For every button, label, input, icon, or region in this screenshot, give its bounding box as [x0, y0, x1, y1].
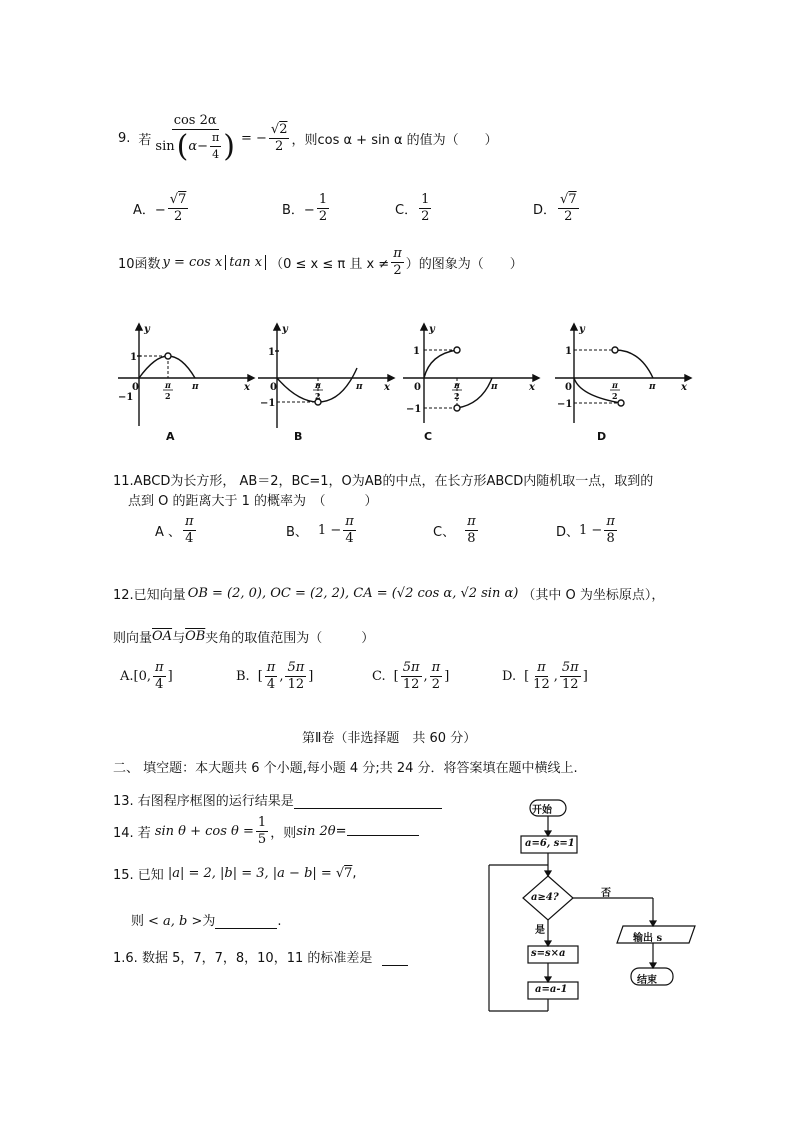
q14-eq: = — [335, 824, 347, 839]
option-n2: 5π — [561, 660, 579, 675]
option-label: A．− — [133, 203, 166, 218]
option-label: A 、 — [155, 525, 182, 540]
q12-option-d — [502, 660, 588, 693]
option-den: 8 — [606, 531, 615, 546]
section2-heading: 二、 填空题：本大题共 6 个小题,每小题 4 分;共 24 分．将答案填在题中横线上. — [113, 761, 578, 776]
q13-answer-blank — [294, 794, 442, 809]
graph-b — [258, 324, 394, 428]
q9-suffix: ，则cos α + sin α 的值为（ ） — [291, 132, 498, 148]
option-close: ] — [444, 669, 450, 684]
q9-frac-num: cos 2α — [173, 113, 217, 128]
svg-text:1: 1 — [565, 346, 572, 357]
q9-eq: = − — [240, 130, 267, 146]
q12-formula: OB = (2, 0), OC = (2, 2), CA = (√2 cos α, √2 sin α) — [187, 586, 519, 601]
svg-text:x: x — [244, 382, 250, 393]
option-den: 2 — [318, 209, 328, 224]
fc-cond-text: a≥4? — [531, 892, 559, 903]
svg-text:2: 2 — [454, 391, 460, 401]
svg-text:2: 2 — [165, 391, 171, 401]
svg-text:π: π — [356, 382, 363, 392]
svg-text:x: x — [529, 382, 535, 393]
option-den: 2 — [421, 209, 430, 224]
q14-num: 1 — [257, 815, 267, 830]
fc-end-text: 结束 — [637, 975, 657, 986]
q16-answer-blank — [382, 951, 408, 966]
svg-text:π: π — [454, 380, 460, 390]
fc-no-text: 否 — [601, 888, 611, 899]
option-d1: 4 — [266, 677, 276, 692]
option-num: π — [185, 514, 194, 529]
q14-then: ，则 — [270, 826, 297, 841]
option-d2: 2 — [431, 677, 441, 692]
q12-line2 — [113, 627, 374, 646]
q12-option-b — [236, 660, 313, 693]
q15: 15. 已知 |a| = 2, |b| = 3, |a − b| = √7 , — [113, 866, 357, 883]
option-mid: , — [423, 669, 428, 684]
q12-option-a — [120, 660, 173, 693]
q9-fraction: cos 2α sin ( α− $\frac{\pi}{4}$ ) — [155, 113, 235, 164]
flowchart — [485, 795, 715, 1020]
option-open: [ — [524, 669, 530, 684]
svg-text:2: 2 — [315, 391, 321, 401]
q12-line2-prefix: 则向量 — [113, 631, 153, 646]
svg-text:π: π — [491, 382, 498, 392]
option-pre: 1 − — [579, 523, 603, 538]
q11-option-b — [286, 514, 358, 547]
q11-line2: 点到 O 的距离大于 1 的概率为 （ ） — [128, 494, 378, 509]
option-d1: 12 — [402, 677, 420, 692]
q9-prefix: 若 — [138, 132, 152, 148]
option-num: 1 — [318, 192, 328, 207]
option-n1: 5π — [402, 660, 420, 675]
option-den: 2 — [564, 209, 573, 224]
fc-init-text: a=6, s=1 — [525, 838, 575, 849]
svg-text:y: y — [579, 324, 585, 335]
fc-mul-text: s=s×a — [531, 948, 566, 959]
graph-d-label: D — [597, 430, 607, 443]
option-n1: π — [537, 660, 546, 675]
svg-text:1: 1 — [268, 347, 275, 358]
q14 — [113, 815, 419, 848]
option-label: D、 — [556, 525, 580, 540]
q9-option-a: A．− $\frac{√7}{2}$ — [133, 192, 187, 224]
q9-pi: π — [210, 130, 221, 147]
q9-four: 4 — [212, 148, 220, 161]
option-mid: , — [553, 669, 558, 684]
option-d2: 12 — [562, 677, 579, 692]
q15-prefix: 15. 已知 — [113, 868, 164, 883]
q10 — [118, 246, 523, 279]
option-mid: , — [279, 669, 284, 684]
q15-formula: |a| = 2, |b| = 3, |a − b| = — [167, 866, 332, 881]
q12-and: 与 — [172, 631, 186, 646]
option-d2: 12 — [287, 677, 305, 692]
graph-a-label: A — [166, 430, 175, 443]
svg-text:x: x — [681, 382, 687, 393]
graph-c-label: C — [424, 430, 433, 443]
graph-b-label: B — [294, 430, 303, 443]
option-num: 7 — [178, 192, 187, 207]
q9-option-d: D． $\frac{√7}{2}$ — [533, 192, 577, 224]
svg-text:π: π — [649, 382, 656, 392]
q15-angle: < a, b > — [148, 914, 203, 929]
q11-line1: 11.ABCD为长方形， AB＝2，BC=1，O为AB的中点，在长方形ABCD内随机取一点，取到的 — [113, 474, 654, 489]
q12-vec-oa: $\overline{OA}$ — [152, 629, 173, 644]
q10-two: 2 — [393, 263, 402, 278]
q10-abs: tan x — [225, 255, 266, 270]
fc-dec-text: a=a-1 — [535, 984, 568, 995]
svg-text:x: x — [384, 382, 390, 393]
option-n2: 5π — [287, 660, 305, 675]
graph-c — [403, 324, 539, 423]
q15-period: . — [277, 914, 282, 929]
option-label: D. — [502, 669, 517, 684]
q9-option-b — [282, 192, 331, 225]
option-den: 2 — [173, 209, 183, 224]
q12-vec-ob: $\overline{OB}$ — [185, 629, 206, 644]
q9-frac-den-alpha: α− — [188, 138, 209, 154]
q15-is: 为 — [202, 914, 216, 929]
q14-formula2: sin 2θ — [296, 824, 336, 839]
option-n1: π — [155, 660, 164, 675]
q10-stem: 10函数 — [118, 257, 161, 272]
svg-text:0: 0 — [132, 382, 139, 393]
svg-text:y: y — [282, 324, 288, 335]
option-pre: 1 − — [317, 523, 342, 538]
q13-text: 13. 右图程序框图的运行结果是 — [113, 794, 294, 809]
q12-suffix: （其中 O 为坐标原点）， — [522, 588, 665, 603]
q9-option-c — [395, 192, 433, 225]
q12-line2-suffix: 夹角的取值范围为（ ） — [205, 631, 375, 646]
option-label: C． — [395, 203, 418, 218]
option-label: C、 — [433, 525, 456, 540]
svg-text:−1: −1 — [406, 404, 422, 415]
option-num: π — [467, 514, 476, 529]
q9-number: 9. — [118, 130, 131, 146]
q10-cond-a: （0 ≤ x ≤ π 且 x ≠ — [270, 257, 390, 272]
svg-text:−1: −1 — [557, 399, 573, 410]
q11-option-a — [155, 514, 198, 547]
svg-text:−1: −1 — [118, 392, 134, 403]
svg-text:0: 0 — [565, 382, 572, 393]
option-open: [0, — [133, 669, 152, 684]
q9-frac-den-sin: sin — [155, 138, 175, 154]
q15-line2 — [131, 910, 282, 929]
option-label: D． — [533, 203, 557, 218]
svg-text:y: y — [429, 324, 435, 335]
option-d1: 12 — [533, 677, 550, 692]
q13 — [113, 790, 442, 809]
q11-option-d — [556, 514, 619, 547]
fc-yes-text: 是 — [535, 925, 545, 936]
q15-answer-blank — [215, 914, 277, 929]
option-label: B、 — [286, 525, 308, 540]
option-num: π — [345, 514, 354, 529]
svg-text:1: 1 — [413, 346, 420, 357]
q10-graphs — [110, 318, 710, 448]
option-den: 4 — [345, 531, 354, 546]
svg-text:1: 1 — [130, 352, 137, 363]
option-open: [ — [393, 669, 399, 684]
q12-option-c — [372, 660, 449, 693]
option-den: 4 — [185, 531, 194, 546]
q9-two: 2 — [275, 138, 284, 154]
svg-text:0: 0 — [270, 382, 277, 393]
option-label: B．− — [282, 203, 315, 218]
q15-then: 则 — [131, 914, 145, 929]
option-label: C. — [372, 669, 386, 684]
q10-formula: y = cos x — [162, 255, 223, 270]
q14-formula: sin θ + cos θ = — [154, 824, 254, 839]
option-n2: π — [431, 660, 441, 675]
option-label: B. — [236, 669, 250, 684]
q11-option-c — [433, 514, 480, 547]
fc-output-text: 输出 s — [633, 933, 663, 944]
q9-sqrt2: 2 — [279, 121, 288, 137]
q12-prefix: 12.已知向量 — [113, 588, 186, 603]
section2-title: 第Ⅱ卷（非选择题 共 60 分） — [302, 731, 477, 746]
svg-text:π: π — [165, 380, 171, 390]
q16-text: 1.6. 数据 5，7，7，8，10，11 的标准差是 — [113, 951, 373, 966]
graph-d — [555, 324, 691, 423]
q9: 9. 若 cos 2α sin ( α− $\frac{\pi}{4}$ ) = − $\frac{√2}{2}$ ，则cos α + sin α 的值为（ ） — [118, 113, 498, 164]
svg-text:0: 0 — [414, 382, 421, 393]
q12-line1 — [113, 584, 664, 603]
q16 — [113, 947, 408, 966]
q10-cond-b: ）的图象为（ ） — [405, 257, 523, 272]
fc-start-text: 开始 — [532, 805, 552, 816]
svg-text:2: 2 — [612, 391, 618, 401]
svg-text:y: y — [144, 324, 150, 335]
q10-pi: π — [393, 246, 402, 261]
q14-prefix: 14. 若 — [113, 826, 151, 841]
option-num: π — [606, 514, 615, 529]
q14-answer-blank — [347, 821, 419, 836]
option-close: ] — [167, 669, 173, 684]
option-num: 7 — [568, 192, 577, 207]
option-den: 8 — [467, 531, 476, 546]
q14-den: 5 — [257, 832, 267, 847]
q15-comma: , — [352, 866, 357, 881]
graph-a — [118, 324, 254, 426]
option-close: ] — [582, 669, 588, 684]
option-n1: π — [266, 660, 276, 675]
svg-text:π: π — [192, 382, 199, 392]
option-close: ] — [308, 669, 314, 684]
option-open: [ — [257, 669, 263, 684]
option-label: A. — [120, 669, 134, 684]
svg-text:π: π — [612, 380, 618, 390]
q15-sqrt: 7 — [344, 866, 353, 881]
svg-text:π: π — [315, 380, 321, 390]
svg-text:−1: −1 — [260, 398, 276, 409]
option-d1: 4 — [155, 677, 164, 692]
option-num: 1 — [421, 192, 430, 207]
